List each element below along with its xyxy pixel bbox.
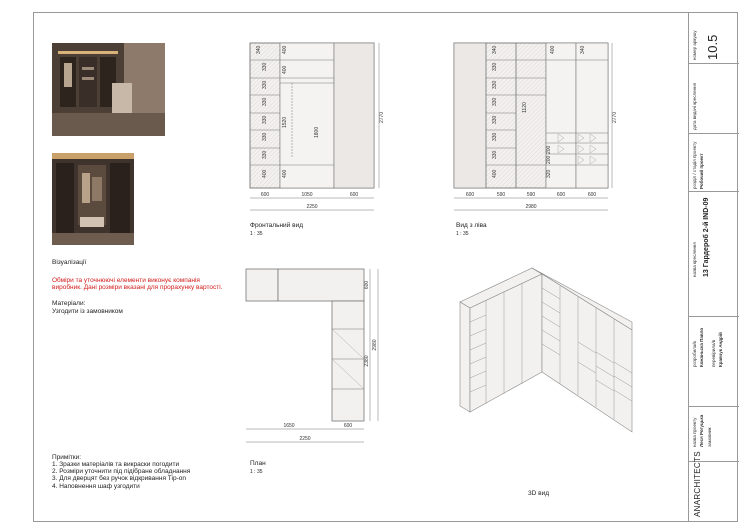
front-dim-height: 2770 bbox=[379, 111, 385, 123]
front-view-scale: 1 : 35 bbox=[250, 231, 263, 237]
left-dim-total: 2980 bbox=[525, 204, 537, 210]
remark-item: 3. Для дверцят без ручок відкривання Tip-on bbox=[52, 475, 186, 482]
left-dim-left: 330 bbox=[492, 62, 498, 71]
left-dim-height: 2770 bbox=[612, 111, 618, 123]
front-dim-bottom: 600 bbox=[349, 192, 359, 198]
visualizations-label: Візуалізації bbox=[52, 259, 87, 266]
front-view-title: Фронтальний вид bbox=[250, 222, 303, 229]
sheet-number-cell bbox=[689, 12, 739, 64]
iso-view-title: 3D вид bbox=[528, 490, 549, 497]
left-dim-inner: 200 bbox=[546, 145, 552, 154]
front-dim-total: 2250 bbox=[306, 204, 318, 210]
left-dim-left: 330 bbox=[492, 132, 498, 141]
front-dim-inner: 400 bbox=[282, 169, 288, 178]
remarks-title: Примітки: bbox=[52, 454, 82, 461]
checker-label: перевірила/в bbox=[711, 339, 716, 367]
plan-view-scale: 1 : 35 bbox=[250, 469, 263, 475]
front-dim-inner: 400 bbox=[282, 65, 288, 74]
front-dim-inner: 400 bbox=[262, 169, 268, 178]
plan-dim-total: 2250 bbox=[299, 436, 311, 442]
plan-view-title: План bbox=[250, 460, 266, 467]
remark-item: 4. Наповнення шаф узгодити bbox=[52, 483, 140, 490]
left-dim-inner: 400 bbox=[550, 45, 556, 54]
company-cell bbox=[689, 451, 739, 522]
left-dim-bottom: 590 bbox=[496, 192, 506, 198]
left-dim-bottom: 600 bbox=[556, 192, 566, 198]
stage-cell bbox=[689, 134, 739, 192]
left-dim-left: 340 bbox=[492, 45, 498, 54]
plan-dim-right: 600 bbox=[364, 280, 370, 290]
front-dim-inner: 1800 bbox=[314, 126, 320, 138]
left-view-drawing bbox=[446, 38, 626, 238]
sheet-number: 10.5 bbox=[705, 34, 720, 60]
render-image-2 bbox=[52, 153, 134, 245]
front-dim-left: 330 bbox=[262, 80, 268, 89]
left-dim-inner: 200 bbox=[546, 155, 552, 164]
project-value: Леся Рогуцька bbox=[699, 414, 704, 447]
remark-item: 2. Розміри уточнити під підібране обладнання bbox=[52, 468, 191, 475]
left-dim-left: 330 bbox=[492, 97, 498, 106]
left-view-scale: 1 : 35 bbox=[456, 231, 469, 237]
people-cell bbox=[689, 317, 739, 407]
stage-label: розділ / стадія проекту bbox=[692, 141, 697, 189]
remark-item: 1. Зразки матеріалів та викраски погодити bbox=[52, 461, 180, 468]
front-dim-left: 330 bbox=[262, 150, 268, 159]
developer-label: розробила/в bbox=[692, 341, 697, 367]
sheet-number-label: номер аркушу bbox=[692, 30, 697, 60]
left-view-title: Вид з ліва bbox=[456, 222, 487, 229]
warning-line-1: Обміри та уточнюючі елементи виконує компанія bbox=[52, 277, 200, 284]
drawing-name-cell bbox=[689, 192, 739, 317]
plan-dim-right: 2980 bbox=[372, 339, 378, 351]
plan-view-drawing bbox=[240, 265, 390, 455]
left-dim-inner: 1120 bbox=[522, 102, 528, 113]
front-dim-left: 340 bbox=[256, 45, 262, 54]
front-dim-left: 330 bbox=[262, 62, 268, 71]
front-dim-inner: 400 bbox=[282, 45, 288, 54]
project-label: назва проекту bbox=[692, 417, 697, 447]
render-image-1 bbox=[52, 43, 165, 136]
left-dim-bottom: 600 bbox=[587, 192, 597, 198]
warning-line-2: виробник. Дані розміри вказані для прорахунку вартості. bbox=[52, 284, 223, 291]
materials-label: Матеріали: bbox=[52, 300, 86, 307]
checker-value: Кравчук Андрій bbox=[718, 332, 723, 367]
drawing-name: 13 Гардероб 2-й IND-09 bbox=[703, 197, 710, 277]
render-photo-2 bbox=[52, 153, 134, 245]
client-label: замовник bbox=[707, 427, 712, 447]
left-dim-inner: 340 bbox=[580, 45, 586, 54]
date-cell bbox=[689, 64, 739, 134]
plan-dim-bottom: 1650 bbox=[283, 423, 295, 429]
front-dim-left: 330 bbox=[262, 132, 268, 141]
front-dim-inner: 1520 bbox=[282, 116, 288, 128]
plan-dim-right: 2380 bbox=[364, 355, 370, 367]
stage-value: Робочий проект bbox=[699, 153, 704, 189]
left-dim-inner: 400 bbox=[492, 169, 498, 178]
plan-dim-bottom: 600 bbox=[343, 423, 353, 429]
iso-view-drawing bbox=[452, 262, 662, 442]
front-dim-left: 330 bbox=[262, 97, 268, 106]
materials-value: Узгодити із замовником bbox=[52, 308, 123, 315]
company-logo-text: ANARCHITECTS bbox=[693, 451, 702, 517]
left-dim-left: 330 bbox=[492, 80, 498, 89]
front-dim-bottom: 600 bbox=[260, 192, 270, 198]
render-photo-1 bbox=[52, 43, 165, 136]
left-dim-left: 330 bbox=[492, 150, 498, 159]
title-block bbox=[688, 12, 738, 522]
left-dim-bottom: 590 bbox=[526, 192, 536, 198]
front-view-drawing bbox=[240, 38, 390, 238]
developer-value: Кожаньска Павло bbox=[699, 327, 704, 367]
front-dim-left: 330 bbox=[262, 115, 268, 124]
left-dim-bottom: 600 bbox=[465, 192, 475, 198]
front-dim-bottom: 1050 bbox=[301, 192, 313, 198]
drawing-name-label: назва креслення bbox=[692, 242, 697, 277]
date-label: дата видачі креслення bbox=[692, 82, 697, 130]
left-dim-inner: 320 bbox=[546, 169, 552, 178]
left-dim-left: 330 bbox=[492, 115, 498, 124]
